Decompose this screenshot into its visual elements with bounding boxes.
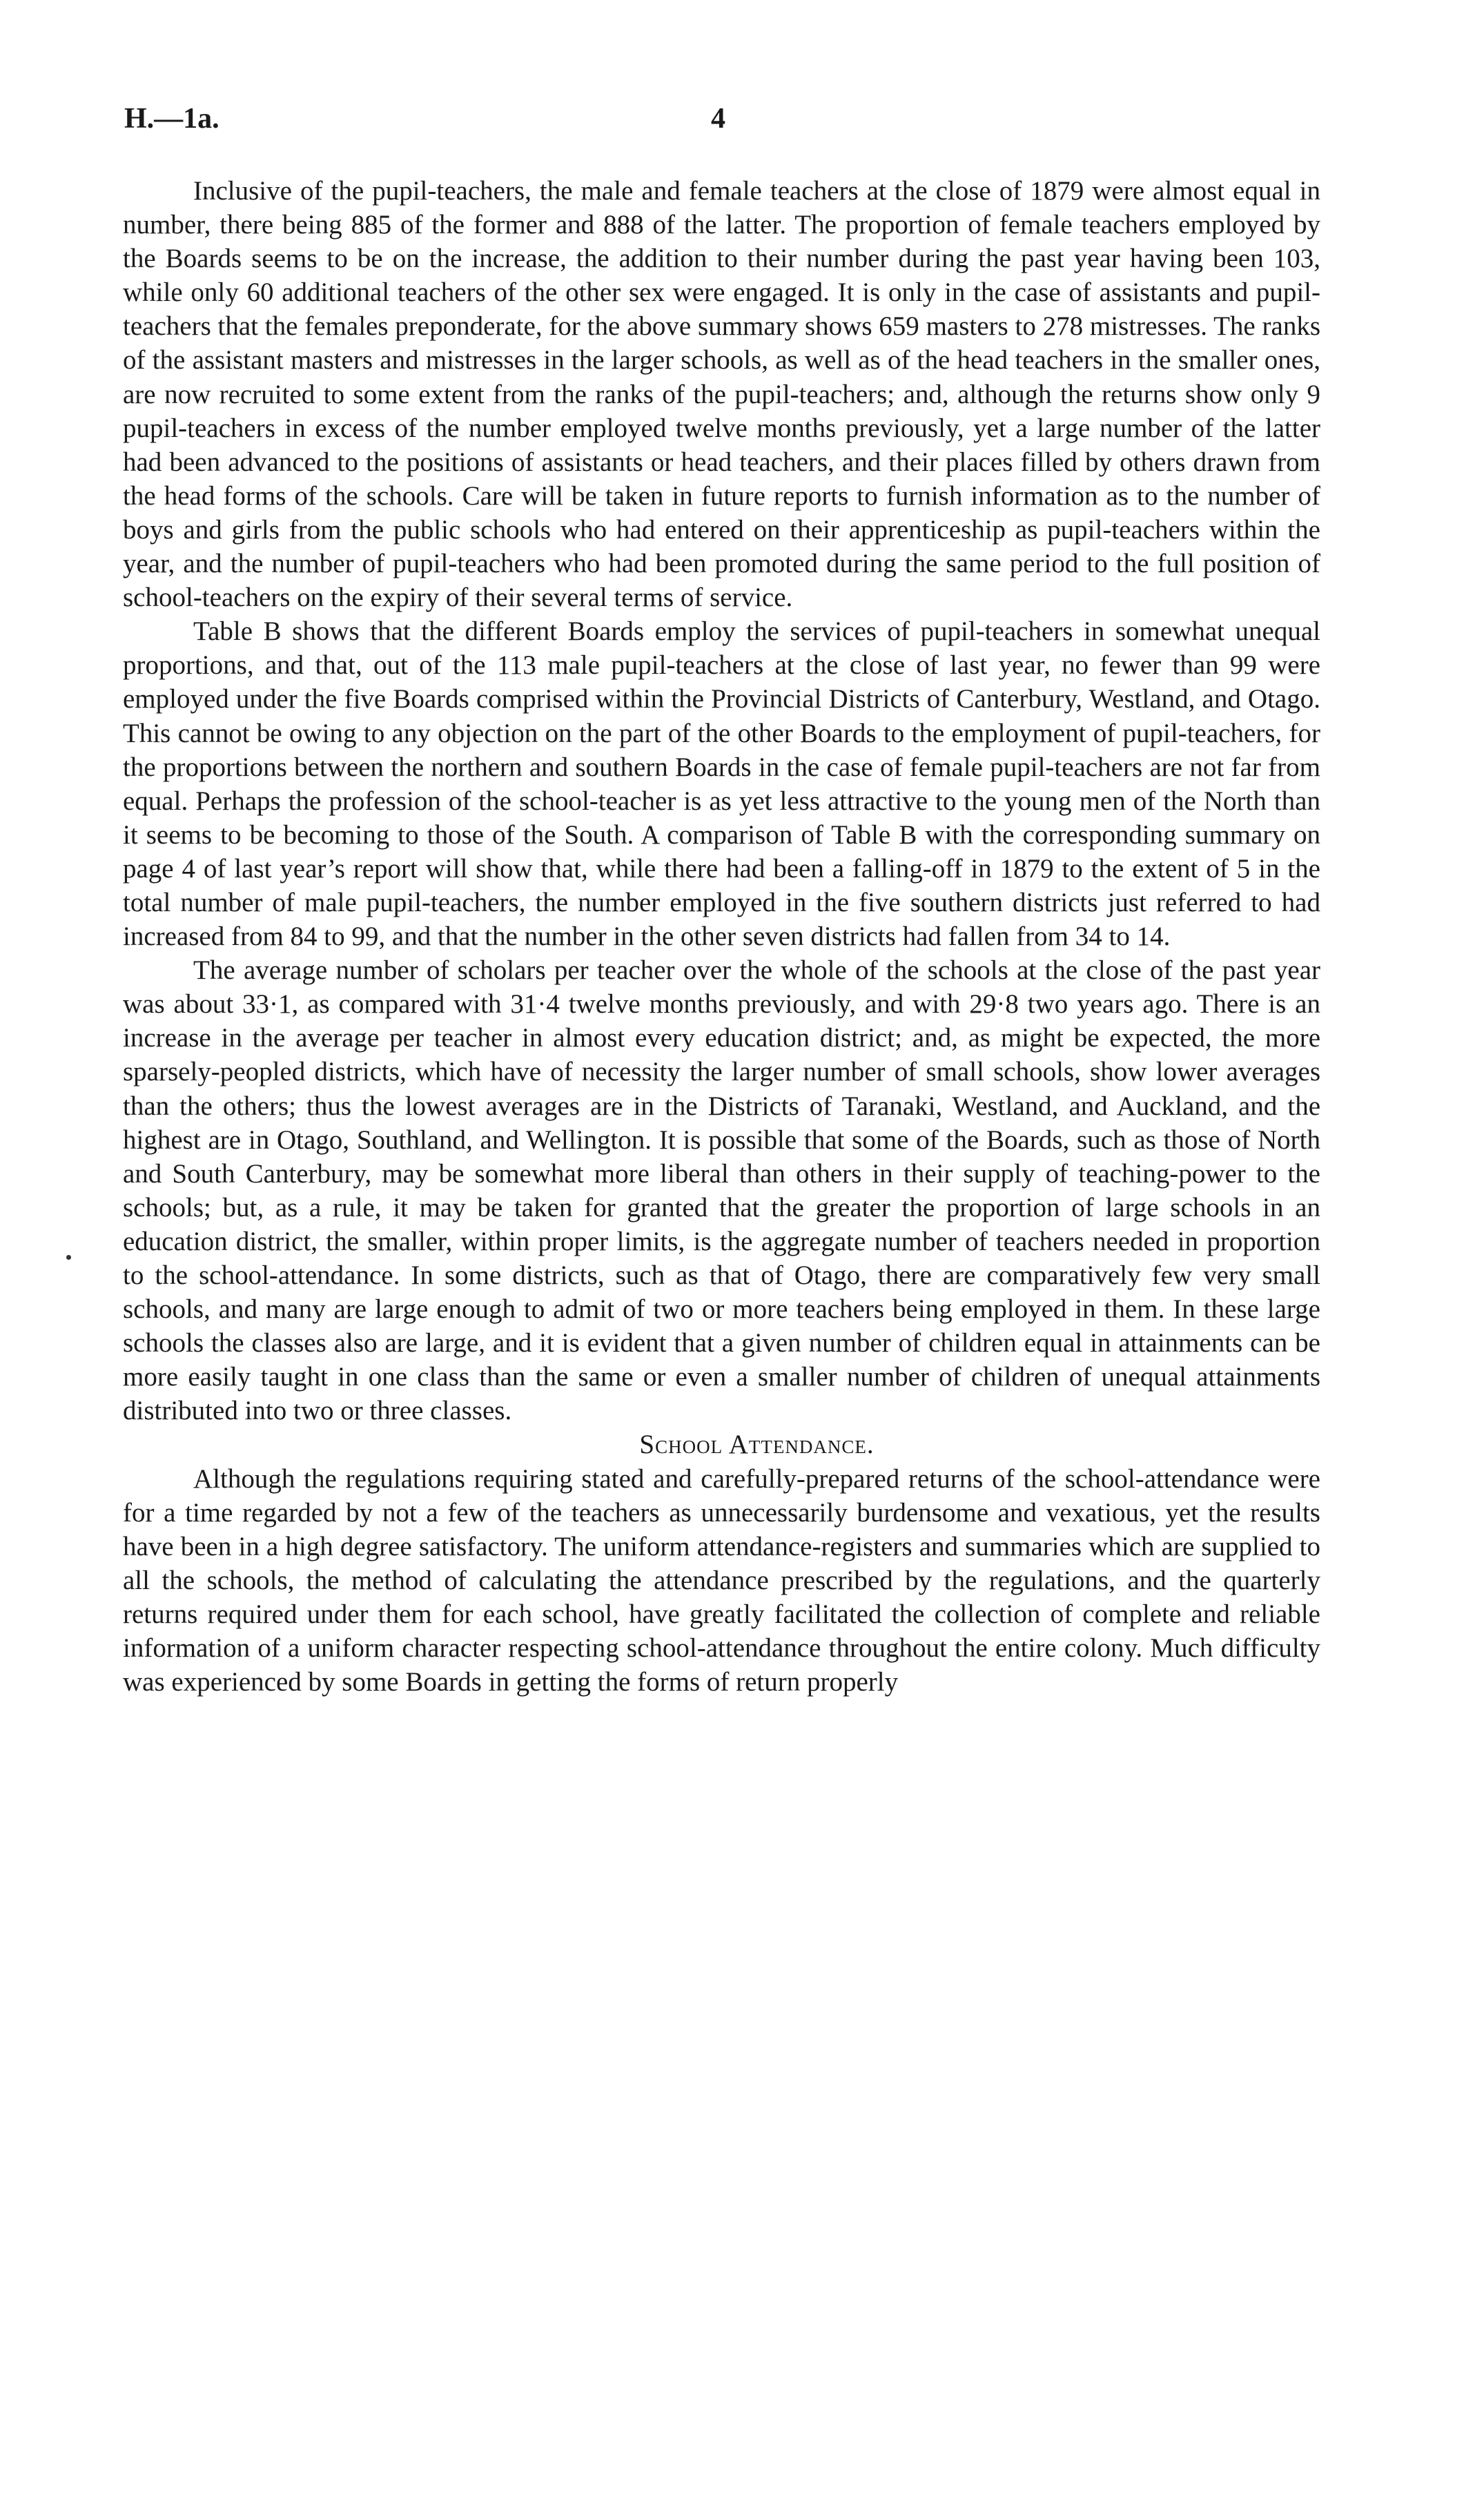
paragraph-school-attendance: Although the regulations requiring stated and carefully-prepared returns of the school-attendance were for a time regarded by not a few of the teachers as unnecessarily burdensome and vexatious, yet the results have been in a high degree satisfactory. The uniform attendance-registers and summaries which are supplied to all the schools, the method of calculating the attendance prescribed by the regulations, and the quarterly returns required under them for each school, have greatly facilitated the collection of complete and reliable information of a uniform character respecting school-attendance throughout the entire colony. Much difficulty was experienced by some Boards in getting the forms of return properly xyxy=(123,1463,1320,1697)
paragraph-table-b: Table B shows that the different Boards employ the services of pupil-teachers in somewhat unequal proportions, and that, out of the 113 male pupil-teachers at the close of last year, no fewer than 99 were employed under the five Boards comprised within the Provincial Districts of Canterbury, Westland, and Otago. This cannot be owing to any objection on the part of the other Boards to the employment of pupil-teachers, for the proportions between the northern and southern Boards in the case of female pupil-teachers are not far from equal. Perhaps the profession of the school-teacher is as yet less attractive to the young men of the North than it seems to be becoming to those of the South. A comparison of Table B with the corresponding summary on page 4 of last year’s report will show that, while there had been a falling-off in 1879 to the extent of 5 in the total number of male pupil-teachers, the number employed in the five southern districts just referred to had increased from 84 to 99, and that the number in the other seven districts had fallen from 34 to 14. xyxy=(123,616,1320,952)
paragraph-teachers-gender: Inclusive of the pupil-teachers, the male and female teachers at the close of 1879 were almost equal in number, there being 885 of the former and 888 of the latter. The proportion of female teachers employed by the Boards seems to be on the increase, the addition to their number during the past year having been 103, while only 60 additional teachers of the other sex were engaged. It is only in the case of assistants and pupil-teachers that the females preponderate, for the above summary shows 659 masters to 278 mistresses. The ranks of the assistant masters and mistresses in the larger schools, as well as of the head teachers in the smaller ones, are now recruited to some extent from the ranks of the pupil-teachers; and, although the returns show only 9 pupil-teachers in excess of the number employed twelve months previously, yet a large number of the latter had been advanced to the positions of assistants or head teachers, and their places filled by others drawn from the head forms of the schools. Care will be taken in future reports to furnish information as to the number of boys and girls from the public schools who had entered on their apprenticeship as pupil-teachers within the year, and the number of pupil-teachers who had been promoted during the same period to the full position of school-teachers on the expiry of their several terms of service. xyxy=(123,176,1320,613)
section-heading: School Attendance. xyxy=(639,1430,875,1460)
body-text xyxy=(123,174,1320,1699)
page-number: 4 xyxy=(711,103,725,135)
page-header xyxy=(124,102,1318,144)
document-reference: H.—1a. xyxy=(124,103,219,135)
paragraph-average-scholars: The average number of scholars per teacher over the whole of the schools at the close of the past year was about 33·1, as compared with 31·4 twelve months previously, and with 29·8 two years ago. There is an increase in the average per teacher in almost every education district; and, as might be expected, the more sparsely-peopled districts, which have of necessity the larger number of small schools, show lower averages than the others; thus the lowest averages are in the Districts of Taranaki, Westland, and Auckland, and the highest are in Otago, Southland, and Wellington. It is possible that some of the Boards, such as those of North and South Canterbury, may be somewhat more liberal than others in their supply of teaching-power to the schools; but, as a rule, it may be taken for granted that the greater the proportion of large schools in an education district, the smaller, within proper limits, is the aggregate number of teachers needed in proportion to the school-attendance. In some districts, such as that of Otago, there are comparatively few very small schools, and many are large enough to admit of two or more teachers being employed in them. In these large schools the classes also are large, and it is evident that a given number of children equal in attainments can be more easily taught in one class than the same or even a smaller number of children of unequal attainments distributed into two or three classes. xyxy=(123,955,1320,1426)
margin-mark xyxy=(66,1255,71,1260)
